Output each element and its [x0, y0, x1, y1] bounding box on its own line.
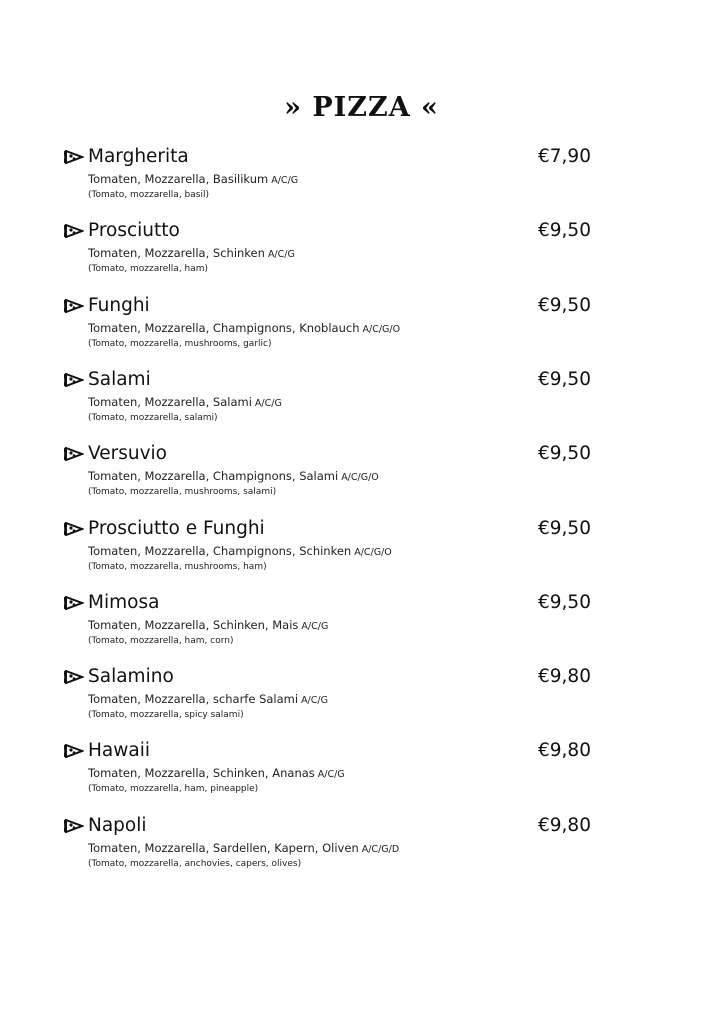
item-description — [88, 544, 392, 558]
item-name: Mimosa — [88, 591, 160, 613]
ingredients: Tomaten, Mozzarella, Salami — [88, 394, 252, 409]
item-price: €9,50 — [538, 368, 591, 390]
ingredients: Tomaten, Mozzarella, Sardellen, Kapern, Oliven — [88, 840, 359, 855]
pizza-slice-icon — [64, 373, 84, 387]
pizza-slice-icon — [64, 744, 84, 758]
item-name: Salami — [88, 368, 151, 390]
allergens: A/C/G/O — [341, 472, 379, 484]
item-price: €9,50 — [538, 517, 591, 539]
item-translation: (Tomato, mozzarella, mushrooms, garlic) — [88, 338, 272, 349]
allergens: A/C/G — [267, 249, 295, 261]
allergens: A/C/G/D — [361, 843, 400, 855]
item-translation: (Tomato, mozzarella, spicy salami) — [88, 710, 244, 721]
ingredients: Tomaten, Mozzarella, Basilikum — [88, 172, 269, 186]
allergens: A/C/G — [301, 620, 329, 632]
item-price: €9,80 — [538, 666, 591, 688]
menu-item — [64, 518, 664, 592]
item-name: Prosciutto — [88, 220, 180, 242]
item-price: €9,50 — [538, 220, 591, 242]
menu-item — [64, 592, 664, 666]
item-description — [88, 618, 328, 632]
menu-item — [64, 369, 664, 443]
pizza-slice-icon — [64, 447, 84, 461]
allergens: A/C/G — [271, 175, 299, 186]
item-translation: (Tomato, mozzarella, mushrooms, salami) — [88, 487, 277, 498]
item-translation: (Tomato, mozzarella, salami) — [88, 412, 218, 423]
pizza-slice-icon — [64, 299, 84, 313]
allergens: A/C/G — [317, 769, 345, 781]
item-price: €9,80 — [538, 740, 591, 762]
menu-item — [64, 740, 664, 814]
item-description — [88, 395, 282, 409]
item-name: Versuvio — [88, 443, 167, 465]
allergens: A/C/G — [254, 397, 282, 409]
item-description — [88, 692, 328, 706]
ingredients: Tomaten, Mozzarella, Champignons, Salami — [88, 469, 339, 484]
item-name: Prosciutto e Funghi — [88, 517, 265, 539]
menu-item — [64, 295, 664, 369]
item-price: €9,50 — [538, 591, 591, 613]
pizza-slice-icon — [64, 670, 84, 684]
pizza-slice-icon — [64, 522, 84, 536]
item-description — [88, 766, 345, 780]
item-name: Napoli — [88, 814, 147, 836]
item-description — [88, 246, 295, 260]
item-description — [88, 321, 400, 335]
ingredients: Tomaten, Mozzarella, Champignons, Schinken — [88, 543, 352, 558]
menu-item — [64, 815, 664, 889]
item-translation: (Tomato, mozzarella, basil) — [88, 190, 209, 200]
ingredients: Tomaten, Mozzarella, Schinken, Ananas — [88, 766, 315, 781]
item-name: Hawaii — [88, 740, 150, 762]
ingredients: Tomaten, Mozzarella, Schinken — [88, 246, 265, 261]
item-name: Funghi — [88, 294, 150, 316]
menu-item — [64, 666, 664, 740]
allergens: A/C/G/O — [362, 323, 401, 335]
pizza-slice-icon — [64, 150, 84, 164]
item-price: €9,50 — [538, 294, 591, 316]
item-translation: (Tomato, mozzarella, ham, corn) — [88, 635, 234, 646]
item-translation: (Tomato, mozzarella, anchovies, capers, olives) — [88, 858, 302, 869]
allergens: A/C/G — [301, 695, 328, 707]
item-description — [88, 172, 298, 186]
page-title: » PIZZA « — [284, 92, 439, 123]
item-translation: (Tomato, mozzarella, ham) — [88, 264, 209, 275]
menu-item — [64, 220, 664, 294]
item-description — [88, 841, 399, 855]
pizza-slice-icon — [64, 819, 84, 833]
ingredients: Tomaten, Mozzarella, Schinken, Mais — [88, 617, 299, 632]
menu-item — [64, 146, 664, 220]
pizza-slice-icon — [64, 224, 84, 238]
item-name: Margherita — [88, 146, 189, 167]
item-translation: (Tomato, mozzarella, ham, pineapple) — [88, 784, 259, 795]
allergens: A/C/G/O — [354, 546, 392, 558]
ingredients: Tomaten, Mozzarella, scharfe Salami — [88, 692, 299, 707]
item-description — [88, 469, 379, 483]
item-price: €7,90 — [538, 146, 591, 167]
pizza-slice-icon — [64, 596, 84, 610]
ingredients: Tomaten, Mozzarella, Champignons, Knoblauch — [88, 320, 360, 335]
menu-item — [64, 443, 664, 517]
item-translation: (Tomato, mozzarella, mushrooms, ham) — [88, 561, 267, 572]
item-name: Salamino — [88, 666, 174, 688]
item-price: €9,80 — [538, 814, 591, 836]
item-price: €9,50 — [538, 443, 591, 465]
